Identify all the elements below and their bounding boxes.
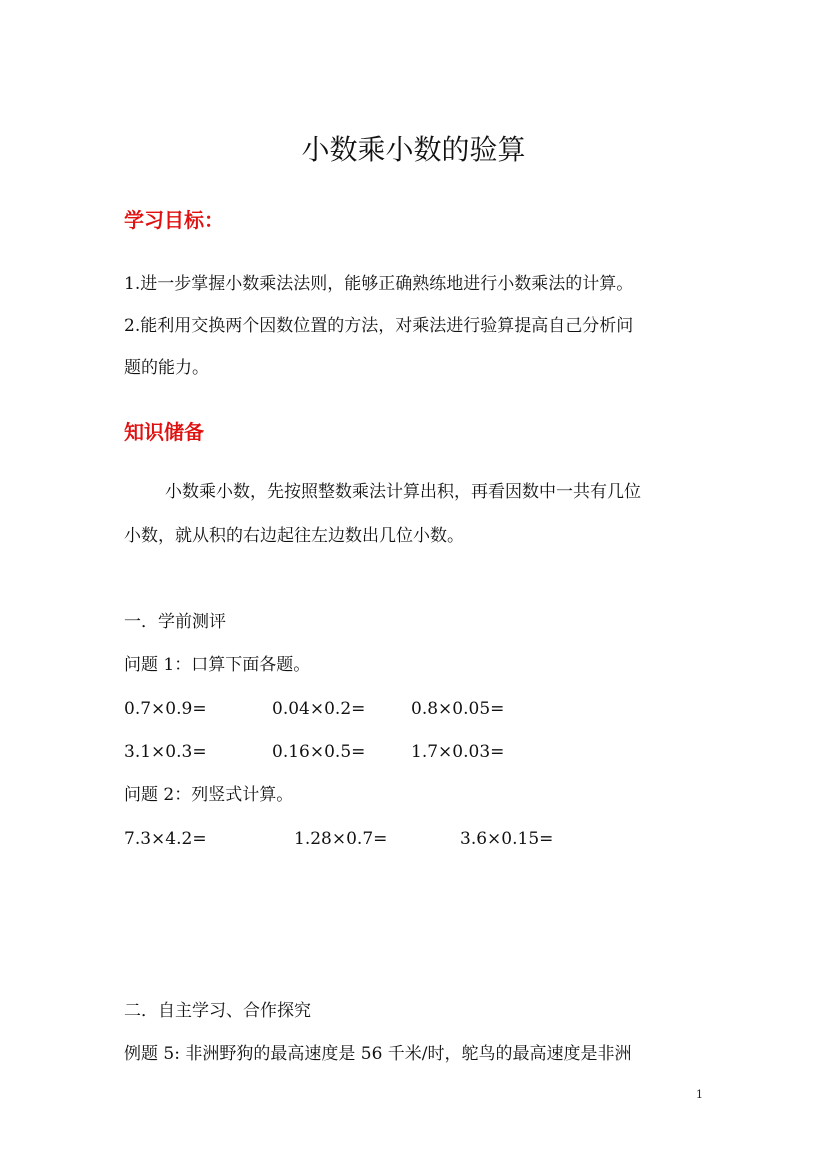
page-number: 1 xyxy=(696,1088,703,1101)
q2-item2: 1.28×0.7= xyxy=(294,829,388,849)
q1-row1-item3: 0.8×0.05= xyxy=(411,699,505,719)
page-title: 小数乘小数的验算 xyxy=(301,133,526,166)
q1-row1-item2: 0.04×0.2= xyxy=(272,699,366,719)
q1-row2-item3: 1.7×0.03= xyxy=(411,742,505,762)
q1-row2-item1: 3.1×0.3= xyxy=(124,742,207,762)
goal-line-3: 题的能力。 xyxy=(124,358,209,378)
knowledge-heading: 知识储备 xyxy=(124,420,204,444)
question2-label: 问题 2：列竖式计算。 xyxy=(124,785,294,805)
section1-heading: 一．学前测评 xyxy=(124,612,226,632)
goal-line-1: 1.进一步掌握小数乘法法则，能够正确熟练地进行小数乘法的计算。 xyxy=(124,274,634,294)
goal-line-2: 2.能利用交换两个因数位置的方法，对乘法进行验算提高自己分析问 xyxy=(124,316,634,336)
example-line: 例题 5: 非洲野狗的最高速度是 56 千米/时，鸵鸟的最高速度是非洲 xyxy=(124,1044,632,1064)
knowledge-line-2: 小数，就从积的右边起往左边数出几位小数。 xyxy=(124,526,464,546)
q2-item3: 3.6×0.15= xyxy=(460,829,554,849)
q2-item1: 7.3×4.2= xyxy=(124,829,207,849)
knowledge-line-1: 小数乘小数，先按照整数乘法计算出积，再看因数中一共有几位 xyxy=(165,482,641,502)
goals-heading: 学习目标： xyxy=(124,208,224,232)
q1-row1-item1: 0.7×0.9= xyxy=(124,699,207,719)
section2-heading: 二．自主学习、合作探究 xyxy=(124,1001,311,1021)
question1-label: 问题 1：口算下面各题。 xyxy=(124,655,311,675)
q1-row2-item2: 0.16×0.5= xyxy=(272,742,366,762)
